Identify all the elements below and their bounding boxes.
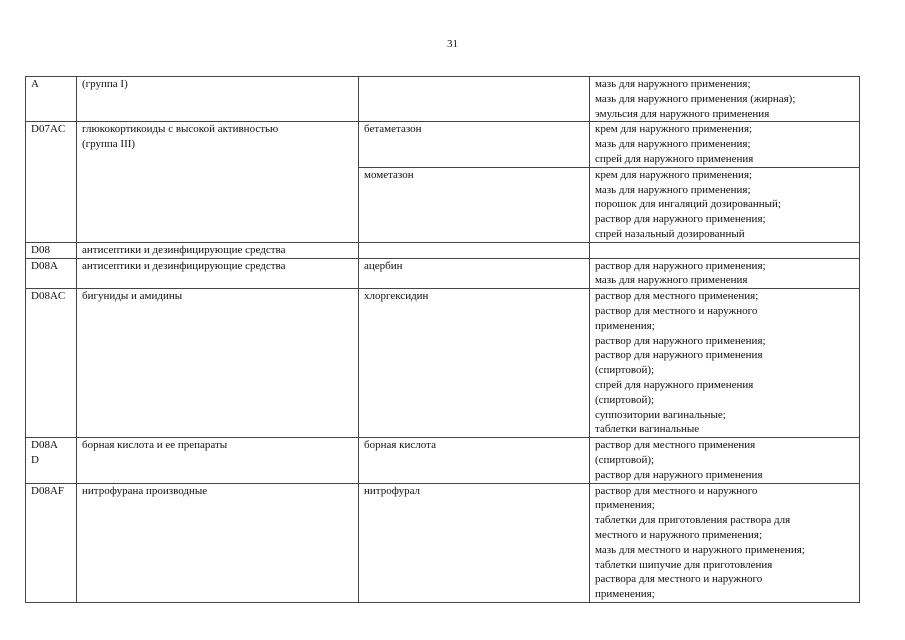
dosage-forms-cell: крем для наружного применения; мазь для наружного применения; порошок для ингаляций дозированный; раствор для наружного применения; спрей назальный дозированный [590,167,860,242]
drug-name-cell: борная кислота [359,438,590,483]
dosage-forms-cell [590,242,860,258]
group-name-cell: глюкокортикоиды с высокой активностью (группа III) [77,122,359,242]
group-name-cell: нитрофурана производные [77,483,359,602]
atc-code-cell: D08A [26,258,77,289]
table-row [26,242,860,258]
drug-name-cell: бетаметазон [359,122,590,167]
atc-code-cell: D07AC [26,122,77,242]
atc-code-cell: D08 [26,242,77,258]
table-row [26,483,860,602]
drug-name-cell: ацербин [359,258,590,289]
table-row [26,438,860,483]
drug-classification-table [25,76,860,603]
drug-name-cell [359,77,590,122]
page-number: 31 [447,38,458,50]
dosage-forms-cell: мазь для наружного применения; мазь для наружного применения (жирная); эмульсия для наружного применения [590,77,860,122]
table-row [26,77,860,122]
drug-name-cell: мометазон [359,167,590,242]
table-row [26,122,860,167]
dosage-forms-cell: крем для наружного применения; мазь для наружного применения; спрей для наружного применения [590,122,860,167]
dosage-forms-cell: раствор для местного применения; раствор для местного и наружного применения; раствор для наружного применения; раствор для наружного применения (спиртовой); спрей для наружного применения (спиртовой); суппозитории вагинальные; таблетки вагинальные [590,289,860,438]
atc-code-cell: А [26,77,77,122]
atc-code-cell: D08AC [26,289,77,438]
drug-name-cell: нитрофурал [359,483,590,602]
dosage-forms-cell: раствор для местного и наружного применения; таблетки для приготовления раствора для местного и наружного применения; мазь для местного и наружного применения; таблетки шипучие для приготовления раствора для местного и наружного применения; [590,483,860,602]
dosage-forms-cell: раствор для наружного применения; мазь для наружного применения [590,258,860,289]
group-name-cell: борная кислота и ее препараты [77,438,359,483]
table-row [26,289,860,438]
group-name-cell: (группа I) [77,77,359,122]
atc-code-cell: D08A D [26,438,77,483]
drug-name-cell: хлоргексидин [359,289,590,438]
atc-code-cell: D08AF [26,483,77,602]
table-row [26,258,860,289]
group-name-cell: антисептики и дезинфицирующие средства [77,242,359,258]
group-name-cell: бигуниды и амидины [77,289,359,438]
group-name-cell: антисептики и дезинфицирующие средства [77,258,359,289]
drug-name-cell [359,242,590,258]
dosage-forms-cell: раствор для местного применения (спиртовой); раствор для наружного применения [590,438,860,483]
